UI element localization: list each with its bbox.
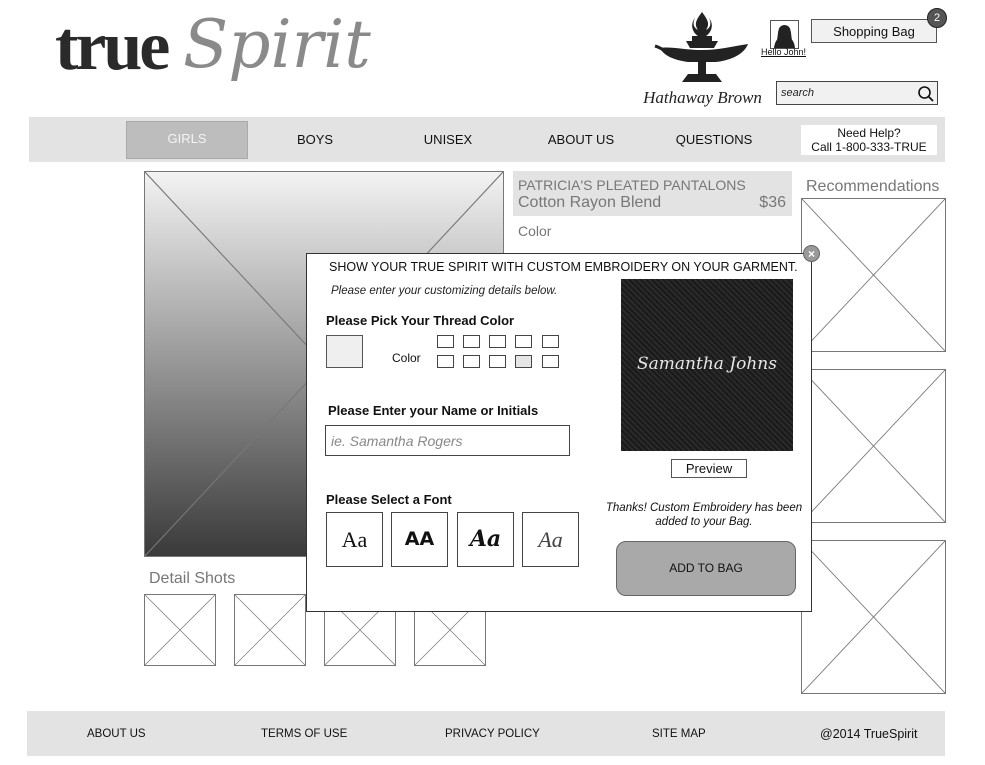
recommendation-item[interactable] — [801, 369, 946, 523]
thread-color-swatch[interactable] — [515, 335, 532, 348]
footer-link-terms[interactable]: TERMS OF USE — [261, 728, 348, 740]
selected-thread-swatch — [326, 335, 363, 368]
footer-link-about-us[interactable]: ABOUT US — [87, 728, 146, 740]
product-name: PATRICIA'S PLEATED PANTALONS — [518, 177, 746, 193]
help-contact[interactable] — [801, 125, 937, 155]
embroidery-preview-text: Samantha Johns — [637, 354, 777, 374]
product-color-label: Color — [518, 223, 552, 239]
school-name: Hathaway Brown — [643, 88, 762, 107]
bag-count-badge: 2 — [927, 8, 947, 28]
image-placeholder-icon — [145, 595, 215, 665]
font-option-script-italic[interactable]: Aa — [522, 512, 579, 567]
thread-color-swatch[interactable] — [437, 355, 454, 368]
thread-color-swatch[interactable] — [437, 335, 454, 348]
embroidery-preview-image — [621, 279, 793, 451]
search-icon[interactable] — [917, 85, 935, 103]
thread-color-swatch[interactable] — [489, 335, 506, 348]
nav-item-questions[interactable]: QUESTIONS — [675, 132, 753, 147]
add-to-bag-button[interactable]: ADD TO BAG — [616, 541, 796, 596]
confirmation-message: Thanks! Custom Embroidery has been added to your Bag. — [605, 502, 803, 528]
thread-color-heading: Please Pick Your Thread Color — [326, 313, 515, 328]
thread-color-label: Color — [392, 351, 421, 365]
shopping-bag-button[interactable]: Shopping Bag — [811, 19, 937, 43]
search-box[interactable] — [776, 81, 938, 105]
image-placeholder-icon — [802, 541, 945, 693]
nav-item-girls[interactable]: GIRLS — [126, 121, 248, 159]
user-silhouette-icon — [771, 21, 798, 48]
font-heading: Please Select a Font — [326, 492, 452, 507]
footer-copyright: @2014 TrueSpirit — [820, 727, 918, 741]
close-icon[interactable]: × — [803, 245, 820, 262]
name-input[interactable] — [326, 426, 566, 455]
logo-true-text: true — [55, 8, 168, 85]
main-nav — [29, 117, 945, 162]
image-placeholder-icon — [802, 199, 945, 351]
preview-button[interactable]: Preview — [671, 459, 747, 478]
thread-color-swatch[interactable] — [515, 355, 532, 368]
footer-link-site-map[interactable]: SITE MAP — [652, 728, 706, 740]
nav-item-boys[interactable]: BOYS — [296, 132, 334, 147]
product-header — [513, 171, 792, 216]
font-option-bold-caps[interactable]: AA — [391, 512, 448, 567]
help-phone: Call 1-800-333-TRUE — [811, 140, 927, 154]
embroidery-modal — [306, 253, 812, 612]
font-option-script-bold[interactable]: Aa — [457, 512, 514, 567]
thread-color-swatch[interactable] — [542, 355, 559, 368]
thread-color-swatch[interactable] — [542, 335, 559, 348]
name-heading: Please Enter your Name or Initials — [328, 403, 539, 418]
truespirit-logo[interactable] — [55, 6, 371, 107]
product-material: Cotton Rayon Blend — [518, 194, 662, 211]
thread-color-swatch[interactable] — [463, 335, 480, 348]
modal-title: SHOW YOUR TRUE SPIRIT WITH CUSTOM EMBROIDERY ON YOUR GARMENT. — [329, 260, 798, 274]
avatar[interactable] — [770, 20, 799, 49]
image-placeholder-icon — [235, 595, 305, 665]
help-title: Need Help? — [837, 126, 901, 140]
detail-thumbnail[interactable] — [234, 594, 306, 666]
nav-item-unisex[interactable]: UNISEX — [423, 132, 473, 147]
detail-shots-label: Detail Shots — [149, 570, 236, 587]
font-option-serif[interactable]: Aa — [326, 512, 383, 567]
product-price: $36 — [759, 194, 786, 211]
image-placeholder-icon — [802, 370, 945, 522]
thread-color-swatch[interactable] — [489, 355, 506, 368]
user-greeting-link[interactable]: Hello John! — [761, 47, 807, 57]
recommendation-item[interactable] — [801, 198, 946, 352]
recommendations-label: Recommendations — [806, 178, 940, 195]
lamp-emblem-icon — [640, 10, 765, 90]
logo-spirit-text: Spirit — [183, 6, 371, 83]
recommendation-item[interactable] — [801, 540, 946, 694]
school-emblem — [640, 10, 765, 110]
nav-item-about-us[interactable]: ABOUT US — [547, 132, 615, 147]
modal-subtitle: Please enter your customizing details below. — [331, 285, 558, 297]
footer — [27, 711, 945, 756]
footer-link-privacy[interactable]: PRIVACY POLICY — [445, 728, 540, 740]
detail-thumbnail[interactable] — [144, 594, 216, 666]
name-field[interactable] — [325, 425, 570, 456]
search-input[interactable] — [777, 82, 911, 104]
thread-color-swatch[interactable] — [463, 355, 480, 368]
